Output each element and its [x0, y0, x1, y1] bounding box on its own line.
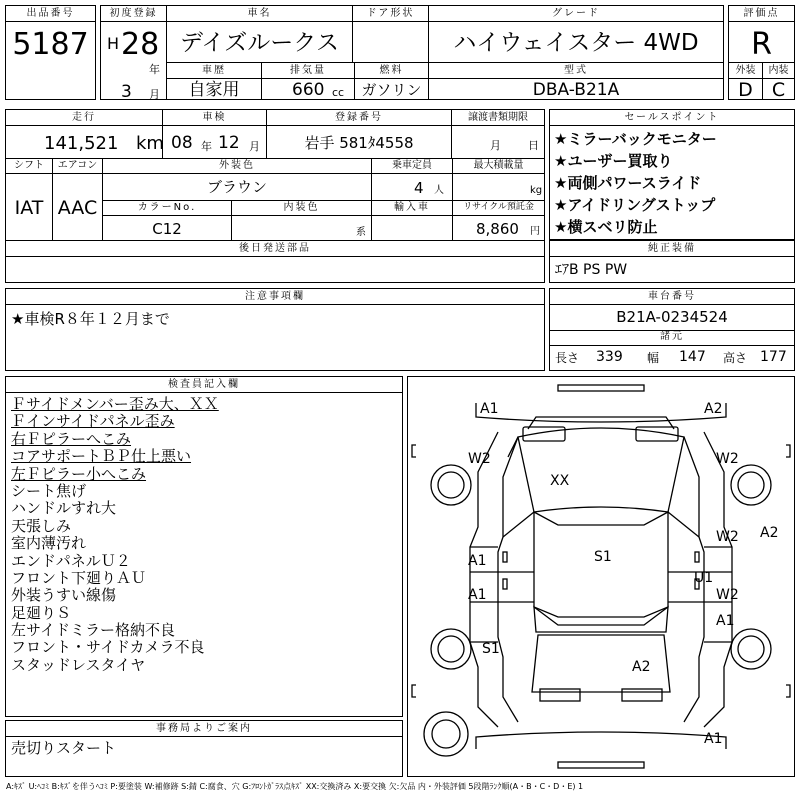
exterior-grade-value: D [738, 79, 753, 101]
lot-number-label: 出品番号 [6, 6, 95, 22]
dimensions-label: 諸元 [660, 331, 684, 342]
office-notice-label: 事務局よりご案内 [6, 721, 402, 737]
chassis-number-label: 車台番号 [550, 289, 794, 305]
inspector-note-item: フロント下廻りＡＵ [11, 568, 147, 587]
mileage-box [5, 109, 163, 159]
damage-mark-left-front-fender: W2 [468, 451, 491, 467]
aircon-value: AAC [57, 197, 98, 219]
lot-number-value: 5187 [12, 27, 89, 62]
damage-mark-right-mid: U1 [694, 570, 714, 586]
body-color-label: 外装色 [219, 160, 255, 171]
damage-mark-right-front-fender: W2 [716, 451, 739, 467]
damage-mark-rear-bumper: A1 [704, 731, 723, 747]
displacement-box [261, 62, 355, 100]
chassis-box [549, 288, 795, 371]
office-notice-box [5, 720, 403, 777]
model-value: DBA-B21A [532, 80, 620, 100]
exterior-grade-label: 外装 [729, 63, 762, 79]
inspector-note-item: Ｆサイドメンバー歪み大、ＸＸ [11, 395, 219, 413]
max-load-unit: kg [530, 185, 543, 196]
car-name-box [166, 5, 353, 63]
equipment-box [549, 240, 795, 283]
damage-mark-bonnet-area: XX [550, 473, 570, 489]
interior-color-label: 内装色 [283, 202, 320, 213]
model-box [428, 62, 724, 100]
damage-mark-left-rear-quarter: S1 [482, 641, 500, 657]
transfer-deadline-label: 譲渡書類期限 [452, 110, 544, 126]
grade-value: ハイウェイスター 4WD [453, 30, 699, 56]
car-name-label: 車名 [167, 6, 352, 22]
aircon-label: エアコン [57, 160, 98, 171]
inspector-note-item: 室内薄汚れ [11, 534, 87, 553]
selling-point: ★両側パワースライド [554, 174, 702, 192]
exterior-grade-box [728, 62, 763, 100]
first-registration-label: 初度登録 [101, 6, 166, 22]
damage-mark-right-rear-door-lower: A1 [716, 613, 735, 629]
equipment-value: ｴｱB PS PW [555, 262, 628, 278]
inspector-note-item: エンドパネルＵ２ [11, 551, 131, 570]
door-type-box [352, 5, 429, 63]
inspection-month-value: 12 [218, 133, 240, 153]
selling-point: ★ミラーバックモニター [554, 130, 717, 148]
width-label: 幅 [647, 351, 660, 365]
inspector-notes-box [5, 376, 403, 717]
max-load-label: 最大積載量 [473, 160, 524, 171]
selling-points-label: セールスポイント [550, 110, 794, 126]
inspector-note-item: フロント・サイドカメラ不良 [11, 638, 205, 657]
length-label: 長さ [555, 351, 580, 365]
inspector-note-item: 右Ｆピラーへこみ [11, 429, 132, 448]
selling-point: ★横スベリ防止 [554, 218, 658, 236]
damage-diagram-box [407, 376, 795, 777]
selling-points-list [554, 128, 717, 238]
inspector-note-item: Ｆインサイドパネル歪み [11, 412, 175, 431]
damage-mark-right-rear-door: W2 [716, 587, 739, 603]
shift-value: IAT [14, 197, 44, 219]
registration-month-value: 3 [121, 82, 132, 102]
interior-color-unit: 系 [356, 227, 366, 238]
equipment-label: 純正装備 [550, 241, 794, 257]
notes-box [5, 288, 545, 371]
selling-point: ★アイドリングストップ [554, 196, 716, 214]
history-value: 自家用 [188, 80, 240, 100]
color-number-value: C12 [152, 220, 182, 238]
inspection-year-value: 08 [171, 133, 193, 153]
grade-box [428, 5, 724, 63]
mileage-unit: km [136, 133, 164, 154]
car-name-value: デイズルークス [180, 30, 339, 56]
capacity-unit: 人 [434, 185, 444, 196]
score-label: 評価点 [729, 6, 794, 22]
capacity-label: 乗車定員 [392, 160, 432, 171]
inspector-note-item: ハンドルすれ大 [11, 499, 117, 518]
deferred-parts-label: 後日発送部品 [6, 241, 544, 257]
inspection-expiry-label: 車検 [163, 110, 266, 126]
inspector-notes-label: 検査員記入欄 [6, 377, 402, 393]
damage-mark-front-left-corner: A1 [480, 401, 499, 417]
recycle-deposit-unit: 円 [530, 226, 540, 237]
shift-label: シフト [14, 160, 44, 171]
door-type-label: ドア形状 [353, 6, 428, 22]
displacement-unit: cc [332, 86, 345, 99]
body-color-value: ブラウン [206, 178, 267, 196]
deferred-parts-box [5, 240, 545, 283]
damage-mark-right-front-door: W2 [716, 529, 739, 545]
office-notice-value: 売切りスタート [11, 739, 117, 757]
notes-label: 注意事項欄 [6, 289, 544, 305]
notes-value: ★車検R８年１２月まで [11, 310, 170, 328]
inspector-note-item: 天張しみ [11, 516, 72, 535]
width-value: 147 [679, 349, 706, 365]
era-value: H [107, 34, 120, 53]
car-diagram [408, 377, 794, 776]
history-label: 車歴 [167, 63, 261, 79]
displacement-label: 排気量 [262, 63, 354, 79]
selling-points-box [549, 109, 795, 240]
damage-mark-left-rear-door: A1 [468, 587, 487, 603]
damage-mark-roof: S1 [594, 549, 612, 565]
inspection-month-unit: 月 [249, 140, 260, 153]
inspector-note-item: コアサポートＢＰ仕上悪い [11, 447, 192, 466]
length-value: 339 [596, 349, 623, 365]
first-registration-box [100, 5, 167, 100]
recycle-deposit-value: 8,860 [476, 220, 519, 238]
damage-mark-left-front-door: A1 [468, 553, 487, 569]
fuel-box [354, 62, 429, 100]
month-unit: 月 [149, 88, 160, 101]
inspection-expiry-box [162, 109, 267, 159]
plate-number-value: 岩手 581ﾀ4558 [304, 134, 414, 152]
history-box [166, 62, 262, 100]
recycle-deposit-label: リサイクル預託金 [463, 202, 534, 212]
score-value: R [751, 27, 772, 62]
color-number-label: カラーNo. [137, 202, 197, 213]
transfer-deadline-box [451, 109, 545, 159]
height-label: 高さ [723, 351, 748, 365]
specs-block [5, 158, 545, 241]
registration-year-value: 28 [121, 27, 160, 62]
interior-grade-value: C [771, 79, 786, 101]
lot-number-box [5, 5, 96, 100]
mileage-label: 走行 [6, 110, 162, 126]
displacement-value: 660 [292, 80, 325, 100]
inspection-year-unit: 年 [201, 140, 212, 153]
score-box [728, 5, 795, 63]
damage-mark-rear-hatch: A2 [632, 659, 651, 675]
damage-mark-right-side-edge: A2 [760, 525, 779, 541]
legend-footer: A:ｷｽﾞ U:ﾍｺﾐ B:ｷｽﾞを伴うﾍｺﾐ P:要塗装 W:補修跡 S:錆 C:腐食、穴 G:ﾌﾛﾝﾄｶﾞﾗｽ点ｷｽﾞ XX:交換済み X:要交換 欠:欠品 内・外装評価 5段階ﾗﾝｸ順(A・B・C・D・E) 1 [6, 782, 584, 791]
selling-point: ★ユーザー買取り [554, 152, 673, 170]
inspector-note-item: 左サイドミラー格納不良 [11, 621, 175, 640]
inspector-note-item: シート焦げ [11, 481, 87, 500]
mileage-value: 141,521 [44, 133, 119, 154]
year-unit: 年 [149, 63, 160, 76]
interior-grade-label: 内装 [763, 63, 794, 79]
inspector-note-item: スタッドレスタイヤ [11, 655, 146, 674]
plate-number-label: 登録番号 [267, 110, 451, 126]
transfer-day-unit: 日 [528, 139, 539, 152]
fuel-label: 燃料 [355, 63, 428, 79]
interior-grade-box [762, 62, 795, 100]
damage-mark-front-right-corner: A2 [704, 401, 723, 417]
inspector-note-item: 左Ｆピラー小へこみ [11, 464, 147, 483]
inspector-note-item: 足廻りＳ [11, 603, 72, 622]
model-label: 型式 [429, 63, 723, 79]
capacity-value: 4 [414, 179, 424, 197]
inspector-note-item: 外装うすい線傷 [11, 586, 117, 605]
transfer-month-unit: 月 [490, 139, 501, 152]
import-car-label: 輸入車 [394, 202, 430, 213]
inspector-notes-list [11, 396, 219, 674]
height-value: 177 [760, 349, 787, 365]
grade-label: グレード [429, 6, 723, 22]
chassis-number-value: B21A-0234524 [616, 308, 728, 326]
fuel-value: ガソリン [361, 81, 422, 99]
plate-number-box [266, 109, 452, 159]
